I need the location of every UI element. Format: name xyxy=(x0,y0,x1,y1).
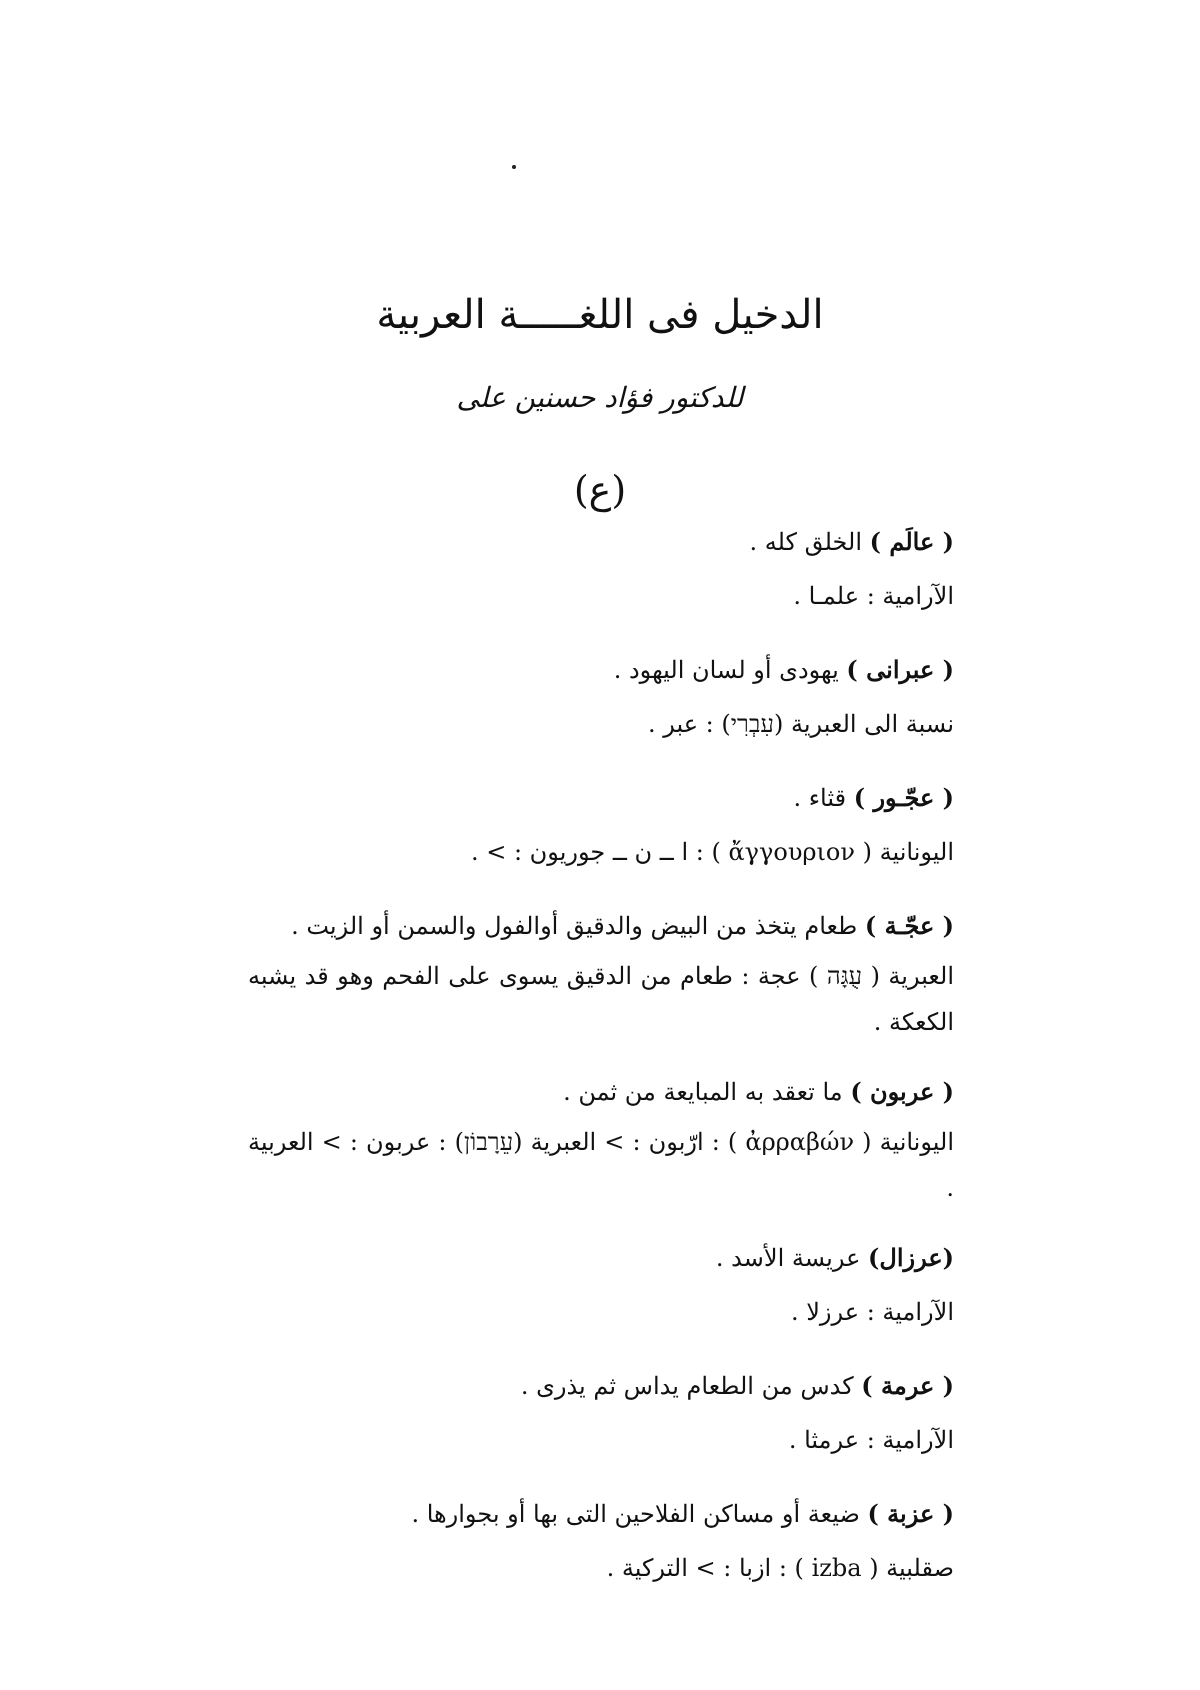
entry-definition-line xyxy=(248,1065,954,1119)
entry-definition: ما تعقد به المبايعة من ثمن . xyxy=(563,1078,843,1106)
entry-etymology: الآرامية : علمـا . xyxy=(793,582,954,610)
entry-definition: كدس من الطعام يداس ثم يذرى . xyxy=(520,1372,854,1400)
entry-definition-line xyxy=(248,643,954,697)
entry-definition-line xyxy=(248,899,954,953)
entry-headword: ( عزبة ) xyxy=(867,1499,954,1528)
entry-headword: ( عجّـور ) xyxy=(853,783,954,812)
entry-headword: ( عبرانى ) xyxy=(846,655,954,684)
entry-definition: ضيعة أو مساكن الفلاحين التى بها أو بجوارها . xyxy=(411,1500,860,1528)
entry-definition: يهودى أو لسان اليهود . xyxy=(613,656,839,684)
entry-list xyxy=(248,515,954,1615)
entry xyxy=(248,899,954,1045)
author-line: للدكتور فؤاد حسنين على xyxy=(456,381,744,414)
section-letter: (ع) xyxy=(573,468,627,512)
entry-etymology: صقلبية ( izba ) : ازبا : > التركية . xyxy=(606,1554,954,1582)
entry-headword: ( عرمة ) xyxy=(861,1371,954,1400)
entry-etymology: نسبة الى العبرية (עִבְרִי) : عبر . xyxy=(647,710,954,738)
entry-headword: ( عجّـة ) xyxy=(864,911,954,940)
entry-headword: ( عربون ) xyxy=(850,1077,954,1106)
entry-etymology: الآرامية : عرمثا . xyxy=(788,1426,954,1454)
entry-definition: عريسة الأسد . xyxy=(715,1244,861,1272)
page-title: الدخيل فى اللغـــــة العربية xyxy=(376,292,824,338)
entry-definition: طعام يتخذ من البيض والدقيق أوالفول والسمن أو الزيت . xyxy=(291,912,858,940)
entry-definition-line xyxy=(248,771,954,825)
entry-etymology: العبرية ( עֻגָּה ) عجة : طعام من الدقيق يسوى على الفحم وهو قد يشبه الكعكة . xyxy=(248,962,954,1036)
entry xyxy=(248,515,954,623)
entry-definition-line xyxy=(248,1487,954,1541)
entry-etymology: اليونانية ( ἀρραβών ) : ارّبون : > العبرية (עֵרָבוֹן) : عربون : > العربية . xyxy=(248,1128,954,1202)
entry-headword: ( عالَم ) xyxy=(869,527,954,556)
entry-definition: قثاء . xyxy=(793,784,847,812)
entry-etymology: الآرامية : عرزلا . xyxy=(790,1298,954,1326)
entry-definition-line xyxy=(248,1359,954,1413)
entry-definition-line xyxy=(248,1231,954,1285)
entry xyxy=(248,643,954,751)
entry xyxy=(248,1231,954,1339)
entry-definition-line xyxy=(248,515,954,569)
entry xyxy=(248,1487,954,1595)
entry xyxy=(248,1065,954,1211)
entry xyxy=(248,1359,954,1467)
ink-speck xyxy=(512,165,516,169)
entry-definition: الخلق كله . xyxy=(749,528,863,556)
entry-headword: (عرزال) xyxy=(868,1243,954,1272)
entry-etymology: اليونانية ( ἄγγουριον ) : ا ــ ن ــ جوريون : > . xyxy=(470,838,954,866)
entry xyxy=(248,771,954,879)
